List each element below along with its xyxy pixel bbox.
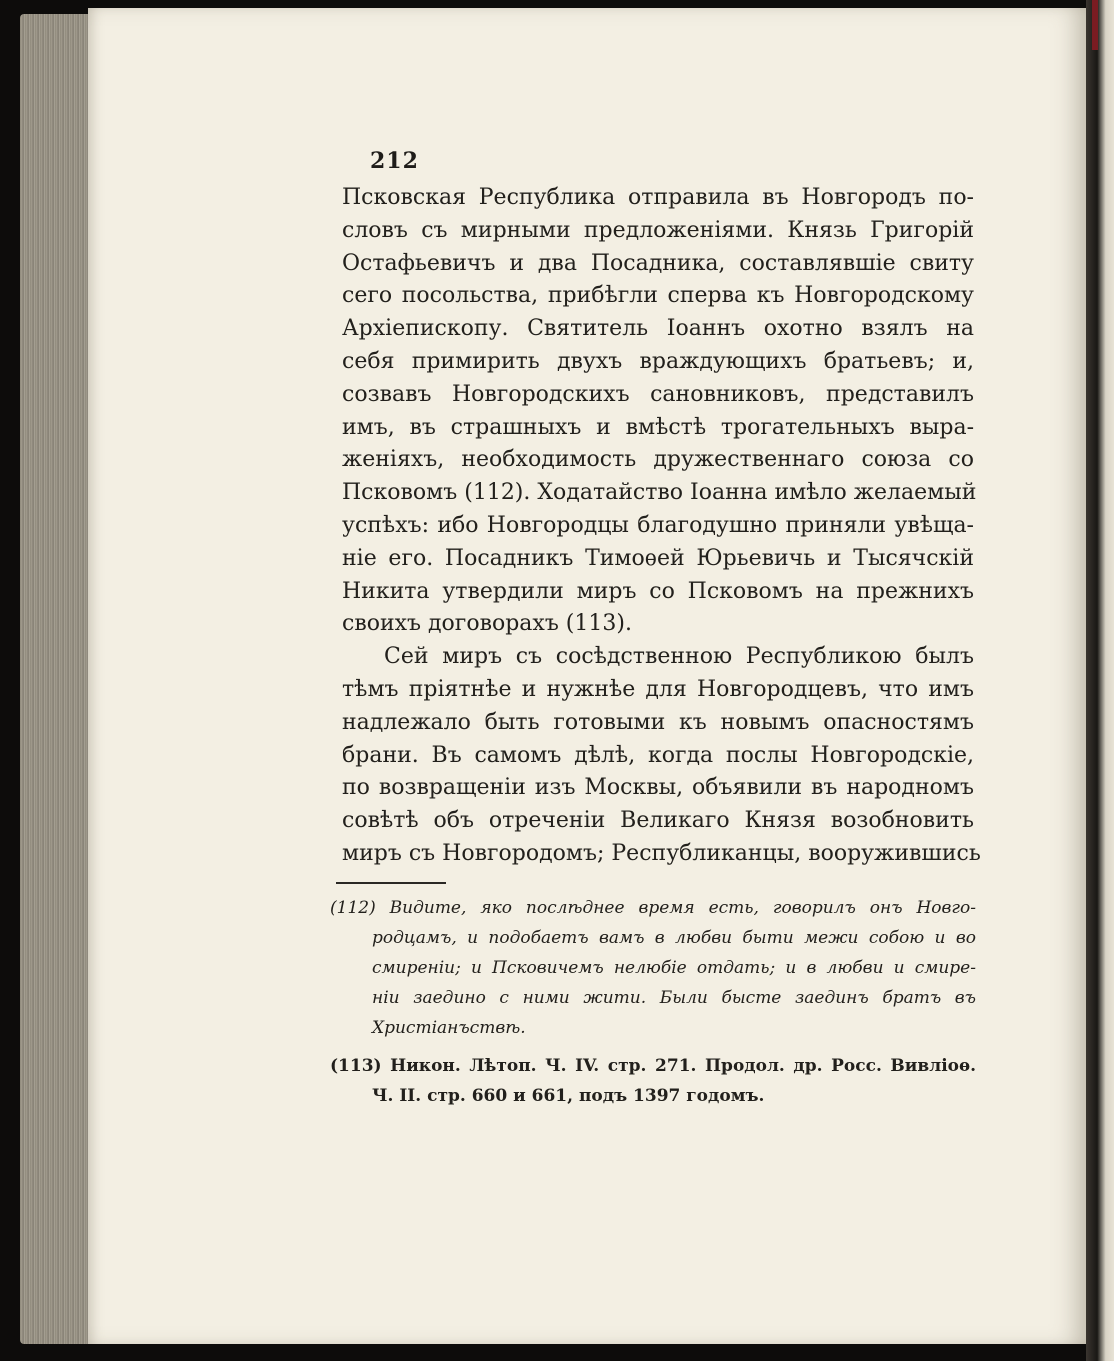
text-line: тѣмъ пріятнѣе и нужнѣе для Новгородцевъ, что имъ xyxy=(342,676,974,702)
footnote-line: ніи заедино с ними жити. Были бысте заединъ братъ въ xyxy=(372,988,976,1008)
text-line: миръ съ Новгородомъ; Республиканцы, вооружившись xyxy=(342,840,981,866)
footnote-line: родцамъ, и подобаетъ вамъ в любви быти межи собою и во xyxy=(372,928,976,948)
footnote-113 xyxy=(330,1051,976,1111)
page-number: 212 xyxy=(370,148,419,174)
footnote-line: (112) Видите, яко послѣднее время есть, говорилъ онъ Новго- xyxy=(330,898,976,918)
text-line: имъ, въ страшныхъ и вмѣстѣ трогательныхъ выра- xyxy=(342,414,974,440)
bookmark-ribbon xyxy=(1092,0,1098,50)
book-gutter xyxy=(1086,0,1114,1361)
text-line: своихъ договорахъ (113). xyxy=(342,611,632,637)
footnote-divider xyxy=(336,882,446,884)
text-line: женіяхъ, необходимость дружественнаго союза со xyxy=(342,447,974,473)
text-line: Остафьевичъ и два Посадника, составлявшіе свиту xyxy=(342,250,974,276)
footnote-line: (113) Никон. Лѣтоп. Ч. IV. стр. 271. Продол. др. Росс. Вивліоѳ. xyxy=(330,1056,976,1076)
main-text xyxy=(342,182,981,871)
text-line: по возвращеніи изъ Москвы, объявили въ народномъ xyxy=(342,775,974,801)
text-line: надлежало быть готовыми къ новымъ опасностямъ xyxy=(342,709,974,735)
footnotes xyxy=(330,893,976,1111)
paragraph-start-line: Сей миръ съ сосѣдственною Республикою былъ xyxy=(384,644,974,670)
text-line: словъ съ мирными предложеніями. Князь Григорій xyxy=(342,217,974,243)
text-line: Псковская Республика отправила въ Новгородъ по- xyxy=(342,185,974,210)
text-line: Псковомъ (112). Ходатайство Іоанна имѣло желаемый xyxy=(342,480,977,506)
text-line: успѣхъ: ибо Новгородцы благодушно приняли увѣща- xyxy=(342,512,974,538)
text-line: созвавъ Новгородскихъ сановниковъ, представилъ xyxy=(342,381,974,407)
footnote-112 xyxy=(330,893,976,1043)
text-line: брани. Въ самомъ дѣлѣ, когда послы Новгородскіе, xyxy=(342,742,974,768)
footnote-line: Христіанъствѣ. xyxy=(372,1018,526,1038)
text-line: совѣтѣ объ отреченіи Великаго Князя возобновить xyxy=(342,808,974,834)
text-line: ніе его. Посадникъ Тимоѳей Юрьевичь и Тысячскій xyxy=(342,545,974,571)
footnote-line: смиреніи; и Псковичемъ нелюбіе отдать; и в любви и смире- xyxy=(372,958,976,978)
text-line: себя примирить двухъ враждующихъ братьевъ; и, xyxy=(342,348,974,374)
text-line: Никита утвердили миръ со Псковомъ на прежнихъ xyxy=(342,578,974,604)
text-line: сего посольства, прибѣгли сперва къ Новгородскому xyxy=(342,283,974,309)
footnote-line: Ч. II. стр. 660 и 661, подъ 1397 годомъ. xyxy=(372,1086,765,1106)
text-line: Архіепископу. Святитель Іоаннъ охотно взялъ на xyxy=(342,316,974,342)
